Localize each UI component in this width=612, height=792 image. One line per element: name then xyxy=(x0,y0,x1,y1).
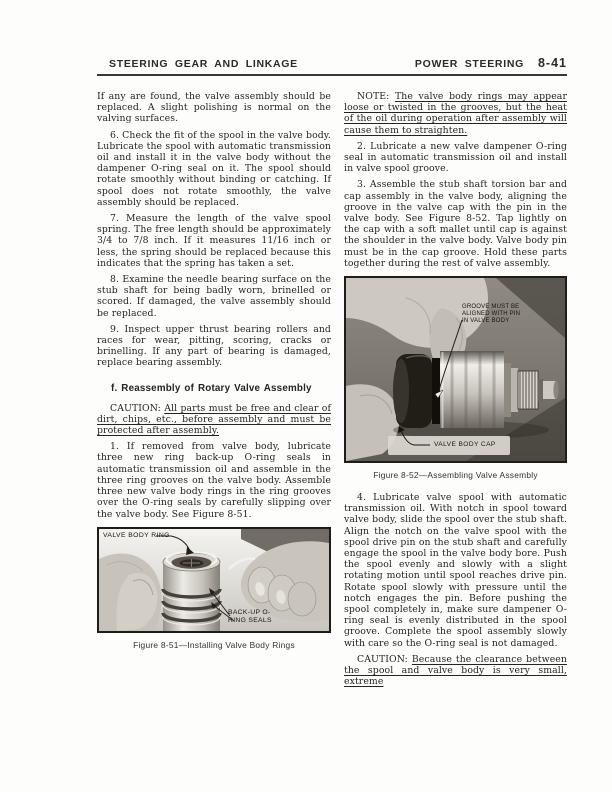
caution-2-text: Because the clearance between the spool and valve body is very small, extreme xyxy=(344,653,567,688)
paragraph-step-3: 3. Assemble the stub shaft torsion bar and cap assembly in the valve body, aligning the groove in the valve cap with the pin in the valve body. See Figure 8-52. Tap lightly on the cap with a soft mallet until cap is against the shoulder in the valve body. Valve body pin must be in the cap groove. Hold these parts together during the rest of valve assembly. xyxy=(344,179,567,269)
page-content xyxy=(97,56,567,693)
paragraph-caution-2 xyxy=(344,654,567,688)
assembling-valve-assembly-illustration xyxy=(346,278,565,461)
section-heading-reassembly: f. Reassembly of Rotary Valve Assembly xyxy=(111,382,312,394)
page-header xyxy=(97,56,567,70)
callout-groove-aligned-with-pin: GROOVE MUST BE ALIGNED WITH PIN IN VALVE BODY xyxy=(462,304,521,325)
header-section-title: STEERING GEAR AND LINKAGE xyxy=(109,58,298,70)
figure-8-51-caption: Figure 8-51—Installing Valve Body Rings xyxy=(133,639,295,650)
caution-2-label: CAUTION: xyxy=(357,653,408,665)
note-label: NOTE: xyxy=(357,91,390,102)
header-chapter-label: POWER STEERING xyxy=(414,58,524,70)
paragraph-intro: If any are found, the valve assembly should be replaced. A slight polishing is normal on the valving surfaces. xyxy=(97,91,331,125)
caution-label: CAUTION: xyxy=(110,402,161,414)
two-column-layout xyxy=(97,91,567,693)
figure-8-51 xyxy=(97,527,331,650)
callout-valve-body-cap: VALVE BODY CAP xyxy=(434,441,496,449)
figure-8-52-caption: Figure 8-52—Assembling Valve Assembly xyxy=(373,470,538,481)
paragraph-step-6: 6. Check the fit of the spool in the valve body. Lubricate the spool with automatic transmission oil and install it in the valve body without the dampener O-ring seal on it. The spool should rotate smoothly without binding or catching. If spool does not rotate smoothly, the valve assembly should be replaced. xyxy=(97,129,331,208)
figure-8-51-photo xyxy=(97,527,331,633)
installing-valve-body-rings-illustration xyxy=(99,529,329,631)
header-rule xyxy=(97,74,567,76)
paragraph-step-2: 2. Lubricate a new valve dampener O-ring seal in automatic transmission oil and install in valve spool groove. xyxy=(344,140,567,175)
paragraph-note xyxy=(344,91,567,136)
left-column xyxy=(97,91,331,693)
paragraph-step-8: 8. Examine the needle bearing surface on the stub shaft for being badly worn, brinelled or scored. If damaged, the valve assembly should be replaced. xyxy=(97,274,331,319)
callout-valve-body-ring: VALVE BODY RING xyxy=(103,531,170,539)
page-number: 8-41 xyxy=(537,56,567,70)
paragraph-caution-1 xyxy=(97,403,331,437)
paragraph-step-9: 9. Inspect upper thrust bearing rollers and races for wear, pitting, scoring, cracks or brinelling. If any part of bearing is damaged, replace bearing assembly. xyxy=(97,323,331,369)
paragraph-step-4: 4. Lubricate valve spool with automatic transmission oil. With notch in spool toward valve body, slide the spool over the stub shaft. Align the notch on the valve spool with the spool drive pin on the stub shaft and carefully engage the spool in the valve body bore. Push the spool evenly and slowly with a slight rotating motion until spool reaches drive pin. Rotate spool slowly with pressure until the notch engages the pin. Before pushing the spool completely in, make sure dampener O-ring seal is evenly distributed in the spool groove. Complete the spool assembly slowly with care so the O-ring seal is not damaged. xyxy=(344,492,567,649)
paragraph-step-7: 7. Measure the length of the valve spool spring. The free length should be approximately 3/4 to 7/8 inch. If it measures 11/16 inch or less, the spring should be replaced because this indicates that the spring has taken a set. xyxy=(97,213,331,269)
header-chapter-title xyxy=(415,56,567,70)
caution-text: All parts must be free and clear of dirt, chips, etc., before assembly and must be protected after assembly. xyxy=(97,402,331,437)
paragraph-step-1: 1. If removed from valve body, lubricate three new ring back-up O-ring seals in automatic transmission oil and assemble in the three ring grooves on the valve body. Assemble three new valve body rings in the ring grooves over the O-ring seals by carefully slipping over the valve body. See Figure 8-51. xyxy=(97,441,331,520)
right-column xyxy=(344,91,567,693)
figure-8-52-photo xyxy=(344,276,567,463)
callout-back-up-o-ring-seals: BACK-UP O-RING SEALS xyxy=(228,608,272,625)
note-text: The valve body rings may appear loose or twisted in the grooves, but the heat of the oil during operation after assembly will cause them to straighten. xyxy=(344,91,567,136)
figure-8-52 xyxy=(344,276,567,480)
